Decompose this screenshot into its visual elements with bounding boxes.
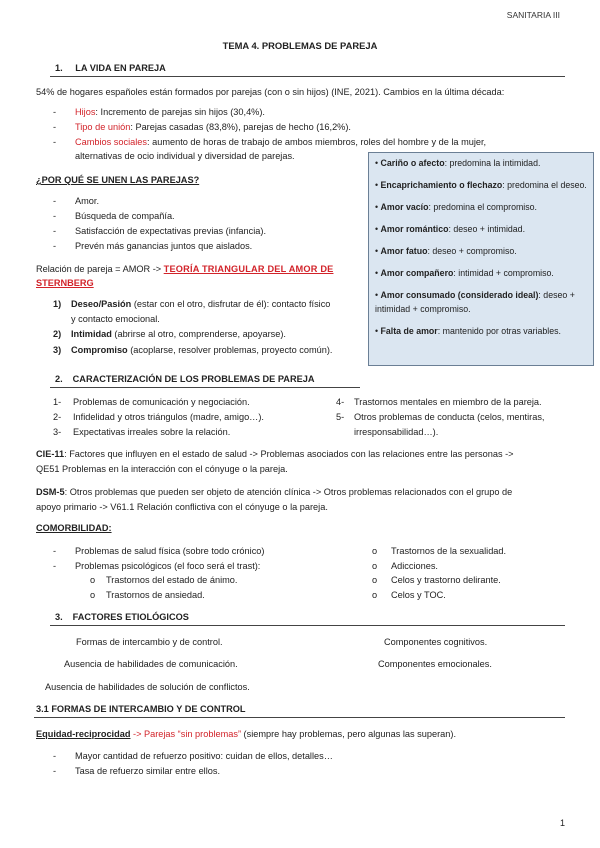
cie-line: CIE-11: Factores que influyen en el estado de salud -> Problemas asociados con las relaciones entre las personas -> — [36, 449, 514, 459]
section31-heading: 3.1 FORMAS DE INTERCAMBIO Y DE CONTROL — [36, 704, 246, 714]
section1-heading — [55, 63, 166, 73]
comorbidity-item: - Problemas psicológicos (el foco será el trast): — [53, 561, 261, 571]
relation-line: Relación de pareja = AMOR -> TEORÍA TRIANGULAR DEL AMOR DE — [36, 264, 334, 274]
comorbidity-item-right: o Adicciones. — [372, 561, 438, 571]
component-deseo-cont: y contacto emocional. — [71, 314, 160, 324]
love-type: • Amor vacío: predomina el compromiso. — [375, 202, 537, 212]
component-deseo: 1) Deseo/Pasión (estar con el otro, disfrutar de él): contacto físico — [53, 299, 331, 309]
why-heading: ¿POR QUÉ SE UNEN LAS PAREJAS? — [36, 175, 200, 185]
section1-rule — [50, 76, 565, 77]
component-compromiso: 3) Compromiso (acoplarse, resolver problemas, proyecto común). — [53, 345, 333, 355]
why-item: - Prevén más ganancias juntos que aislados. — [53, 241, 253, 251]
equity-item: - Mayor cantidad de refuerzo positivo: cuidan de ellos, detalles… — [53, 751, 333, 761]
change-item-social: - Cambios sociales: aumento de horas de trabajo de ambos miembros, roles del hombre y de la mujer, — [53, 137, 487, 147]
change-item-hijos: - Hijos: Incremento de parejas sin hijos (30,4%). — [53, 107, 265, 117]
problem-item: 2- Infidelidad y otros triángulos (madre, amigo…). — [53, 412, 264, 422]
comorbidity-item-right: o Celos y TOC. — [372, 590, 446, 600]
problem-item: 4- Trastornos mentales en miembro de la pareja. — [336, 397, 542, 407]
comorbidity-subitem: o Trastornos del estado de ánimo. — [90, 575, 238, 585]
change-text: : Parejas casadas (83,8%), parejas de hecho (16,2%). — [130, 122, 351, 132]
section31-rule — [34, 717, 565, 718]
why-item: - Satisfacción de expectativas previas (infancia). — [53, 226, 266, 236]
section2-rule — [50, 387, 360, 388]
component-intimidad: 2) Intimidad (abrirse al otro, comprenderse, apoyarse). — [53, 329, 286, 339]
love-type: • Cariño o afecto: predomina la intimidad. — [375, 158, 541, 168]
love-type: • Falta de amor: mantenido por otras variables. — [375, 325, 561, 336]
problem-item: 1- Problemas de comunicación y negociación. — [53, 397, 250, 407]
love-type: • Amor compañero: intimidad + compromiso. — [375, 268, 554, 278]
change-text-cont: alternativas de ocio individual y diversidad de parejas. — [75, 151, 295, 161]
cie-line-cont: QE51 Problemas en la interacción con el cónyuge o la pareja. — [36, 464, 288, 474]
comorbidity-heading: COMORBILIDAD: — [36, 523, 112, 533]
change-term: Tipo de unión — [75, 122, 131, 132]
section1-title: LA VIDA EN PAREJA — [75, 63, 166, 73]
page-number: 1 — [559, 818, 565, 828]
problem-item: 3- Expectativas irreales sobre la relación. — [53, 427, 231, 437]
love-type: • Encaprichamiento o flechazo: predomina el deseo. — [375, 180, 587, 190]
why-item: - Búsqueda de compañía. — [53, 211, 175, 221]
factor-item: Ausencia de habilidades de comunicación. — [64, 659, 238, 669]
dsm-line-cont: apoyo primario -> V61.1 Relación conflictiva con el cónyuge o la pareja. — [36, 502, 328, 512]
comorbidity-subitem: o Trastornos de ansiedad. — [90, 590, 205, 600]
change-item-union: - Tipo de unión: Parejas casadas (83,8%), parejas de hecho (16,2%). — [53, 122, 351, 132]
section1-number: 1. — [55, 63, 63, 73]
love-type: • Amor consumado (considerado ideal): deseo + intimidad + compromiso. — [375, 290, 575, 314]
equity-line: Equidad-reciprocidad -> Parejas “sin problemas” (siempre hay problemas, pero algunas las superan). — [36, 729, 456, 739]
change-term: Cambios sociales — [75, 137, 147, 147]
dsm-line: DSM-5: Otros problemas que pueden ser objeto de atención clínica -> Otros problemas relacionados con el grupo de — [36, 487, 513, 497]
section2-heading: 2. CARACTERIZACIÓN DE LOS PROBLEMAS DE PAREJA — [55, 374, 315, 384]
equity-item: - Tasa de refuerzo similar entre ellos. — [53, 766, 221, 776]
why-item: - Amor. — [53, 196, 99, 206]
problem-item: 5- Otros problemas de conducta (celos, mentiras, — [336, 412, 545, 422]
sternberg-theory: TEORÍA TRIANGULAR DEL AMOR DE — [163, 264, 334, 274]
comorbidity-item: - Problemas de salud física (sobre todo crónico) — [53, 546, 265, 556]
love-type: • Amor romántico: deseo + intimidad. — [375, 224, 526, 234]
section3-rule — [50, 625, 565, 626]
comorbidity-item-right: o Celos y trastorno delirante. — [372, 575, 501, 585]
sternberg-name: STERNBERG — [36, 278, 94, 288]
problem-item-cont: irresponsabilidad…). — [354, 427, 439, 437]
factor-item: Componentes cognitivos. — [384, 637, 488, 647]
factor-item: Componentes emocionales. — [378, 659, 492, 669]
course-header: SANITARIA III — [506, 10, 560, 20]
love-type: • Amor fatuo: deseo + compromiso. — [375, 246, 517, 256]
factor-item: Formas de intercambio y de control. — [76, 637, 223, 647]
change-text: : aumento de horas de trabajo de ambos miembros, roles del hombre y de la mujer, — [147, 137, 487, 147]
comorbidity-item-right: o Trastornos de la sexualidad. — [372, 546, 507, 556]
change-term: Hijos — [75, 107, 96, 117]
change-text: : Incremento de parejas sin hijos (30,4%). — [95, 107, 265, 117]
love-types-box — [368, 152, 594, 366]
factor-item: Ausencia de habilidades de solución de conflictos. — [45, 682, 250, 692]
document-title: TEMA 4. PROBLEMAS DE PAREJA — [222, 40, 378, 51]
section3-heading: 3. FACTORES ETIOLÓGICOS — [55, 612, 189, 622]
section1-intro: 54% de hogares españoles están formados por parejas (con o sin hijos) (INE, 2021). Cambios en la última década: — [36, 87, 505, 97]
